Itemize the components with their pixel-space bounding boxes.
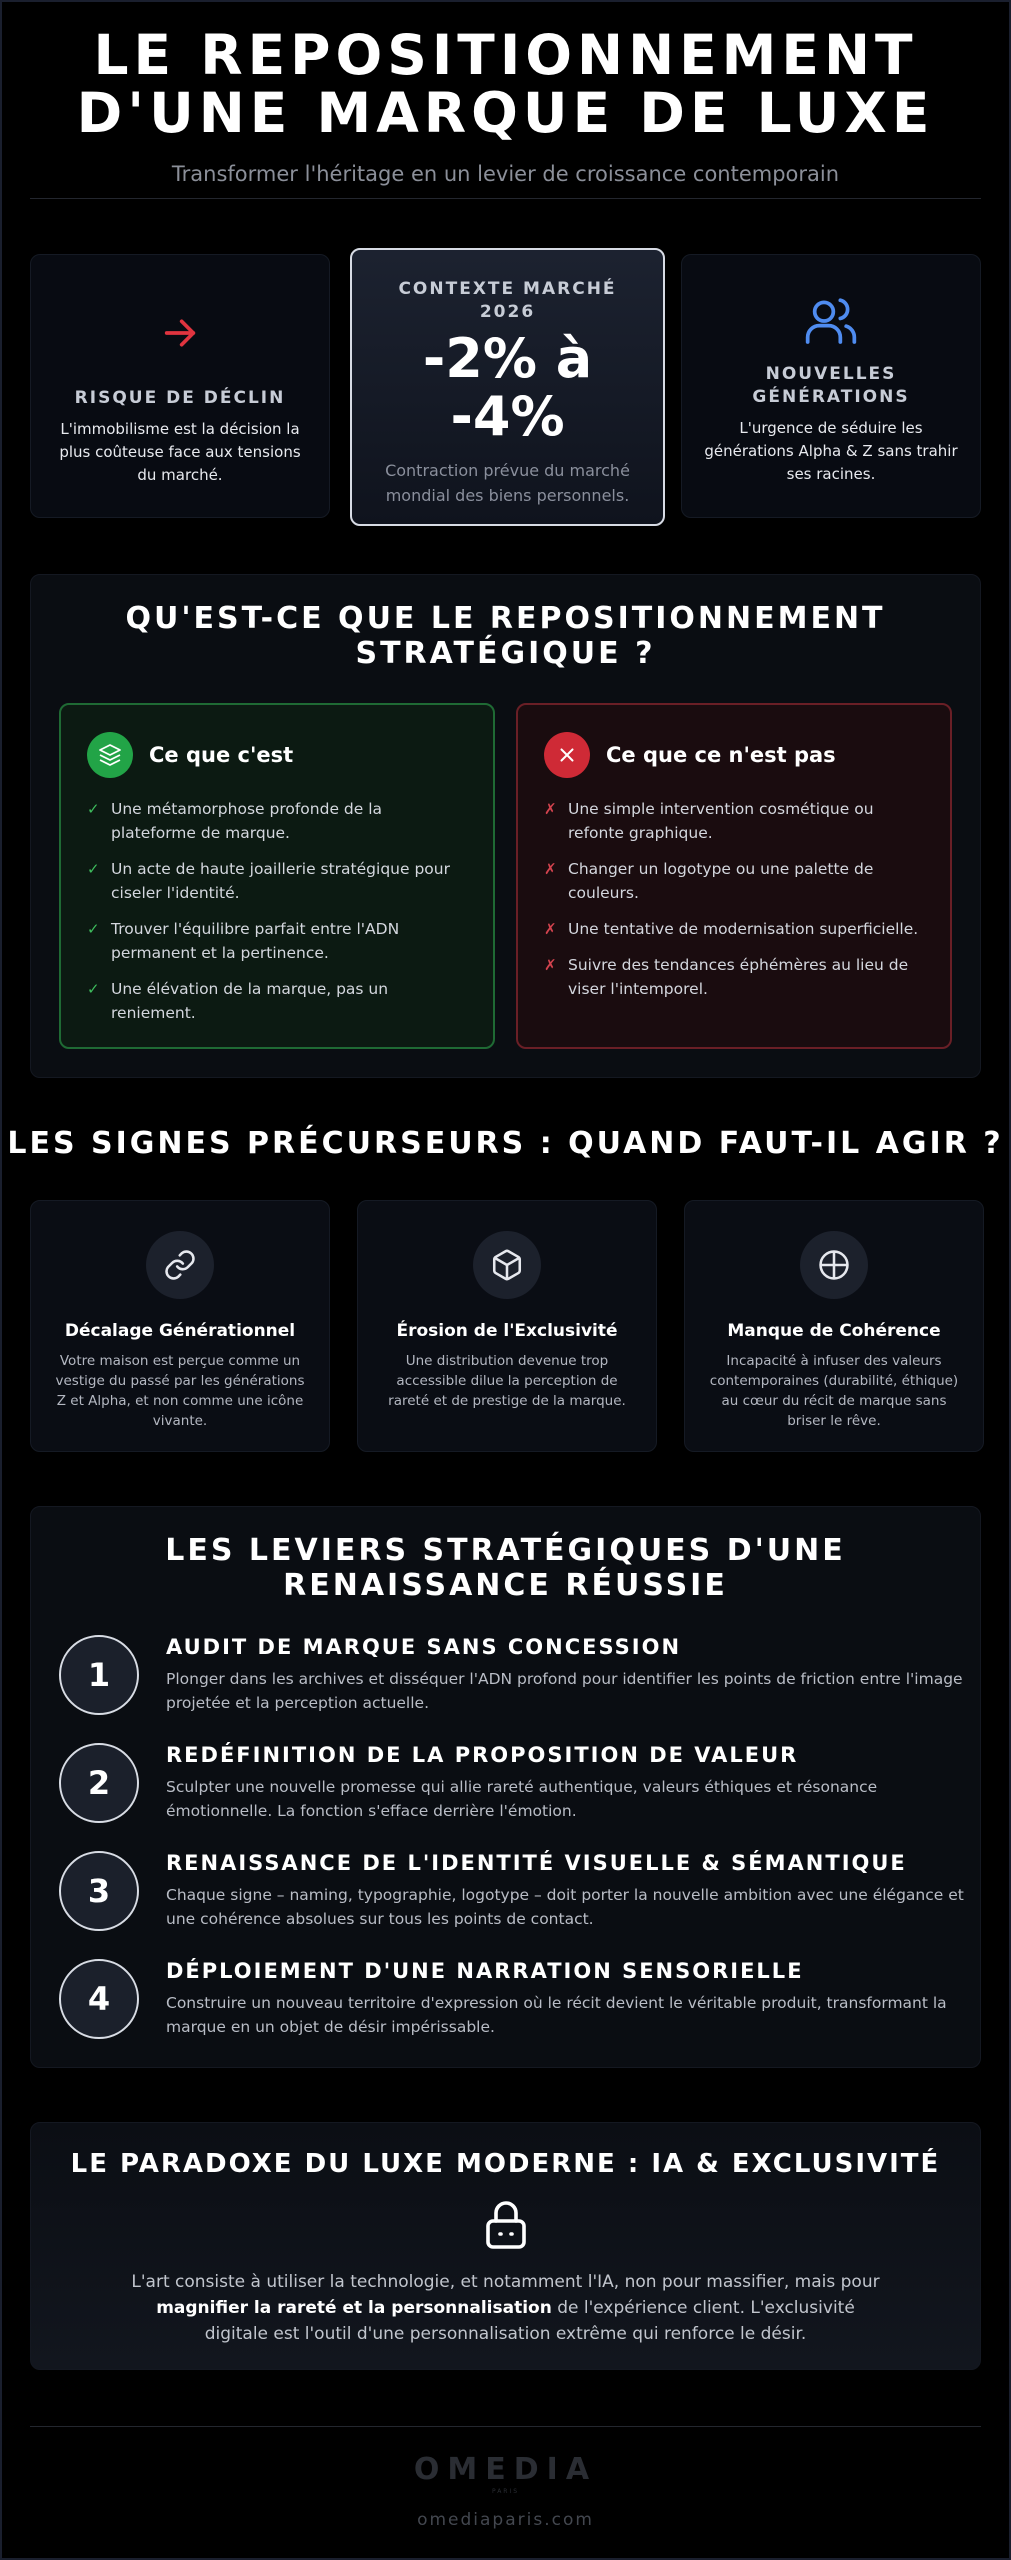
sign-text: Votre maison est perçue comme un vestige du passé par les générations Z et Alpha, et non comme une icône vivante. — [55, 1353, 305, 1429]
stat-card-market-context — [350, 248, 665, 526]
definition-section — [30, 574, 981, 1078]
list-item — [544, 857, 924, 905]
lever-title: RENAISSANCE DE L'IDENTITÉ VISUELLE & SÉMANTIQUE — [166, 1851, 907, 1875]
list-item-text: Suivre des tendances éphémères au lieu de viser l'intemporel. — [568, 956, 909, 998]
lever-item — [59, 1851, 964, 1941]
lever-text: Sculpter une nouvelle promesse qui allie rareté authentique, valeurs éthiques et résonance émotionnelle. La fonction s'efface derrière l'émotion. — [166, 1778, 878, 1820]
lever-title: DÉPLOIEMENT D'UNE NARRATION SENSORIELLE — [166, 1959, 804, 1983]
levers-title-line-1: LES LEVIERS STRATÉGIQUES D'UNE — [165, 1533, 846, 1568]
sign-text: Une distribution devenue trop accessible dilue la perception de rareté et de prestige de la marque. — [388, 1353, 626, 1409]
stat-value — [374, 327, 641, 448]
what-it-is-not-column — [516, 703, 952, 1049]
list-item-text: Une élévation de la marque, pas un reniement. — [111, 980, 389, 1022]
list-item — [544, 917, 924, 941]
layers-icon — [87, 732, 133, 778]
sign-title: Manque de Cohérence — [727, 1321, 941, 1341]
sign-text: Incapacité à infuser des valeurs contemporaines (durabilité, éthique) au cœur du récit de marque sans briser le rêve. — [709, 1353, 959, 1429]
lever-title: AUDIT DE MARQUE SANS CONCESSION — [166, 1635, 682, 1659]
stat-title: NOUVELLES GÉNÉRATIONS — [752, 364, 910, 407]
paradox-text — [131, 2269, 880, 2347]
lever-text: Construire un nouveau territoire d'expression où le récit devient le véritable produit, transformant la marque en un objet de désir impérissable. — [166, 1994, 947, 2036]
lever-number: 1 — [59, 1635, 139, 1715]
lock-icon — [31, 2199, 980, 2251]
list-item — [544, 797, 924, 845]
users-icon — [704, 293, 958, 349]
lever-title: REDÉFINITION DE LA PROPOSITION DE VALEUR — [166, 1743, 799, 1767]
list-item — [87, 797, 467, 845]
lever-number: 2 — [59, 1743, 139, 1823]
levers-title-line-2: RENAISSANCE RÉUSSIE — [283, 1568, 728, 1603]
cross-icon: ✗ — [544, 920, 557, 938]
levers-section — [30, 1506, 981, 2068]
page-title-line-2: D'UNE MARQUE DE LUXE — [76, 81, 935, 145]
list-item — [87, 857, 467, 905]
what-it-is-not-label: Ce que ce n'est pas — [606, 743, 836, 767]
sign-card-exclusivity-erosion — [357, 1200, 657, 1452]
definition-title — [31, 601, 980, 671]
page-title-line-1: LE REPOSITIONNEMENT — [93, 23, 918, 87]
lever-text: Chaque signe – naming, typographie, logotype – doit porter la nouvelle ambition avec une élégance et une cohérence absolues sur tous les points de contact. — [166, 1886, 964, 1928]
stat-value-line-2: -4% — [450, 385, 565, 448]
check-icon: ✓ — [87, 980, 100, 998]
sign-title: Érosion de l'Exclusivité — [396, 1321, 618, 1341]
paradox-section — [30, 2122, 981, 2370]
sign-card-generational-gap — [30, 1200, 330, 1452]
stat-text: L'immobilisme est la décision la plus coûteuse face aux tensions du marché. — [59, 420, 301, 484]
stat-title: CONTEXTE MARCHÉ 2026 — [398, 279, 617, 322]
check-icon: ✓ — [87, 800, 100, 818]
what-it-is-label: Ce que c'est — [149, 743, 294, 767]
sign-card-coherence-lack — [684, 1200, 984, 1452]
lever-text: Plonger dans les archives et disséquer l'ADN profond pour identifier les points de friction entre l'image projetée et la perception actuelle. — [166, 1670, 963, 1712]
lever-number: 3 — [59, 1851, 139, 1931]
list-item — [87, 977, 467, 1025]
sign-title: Décalage Générationnel — [64, 1321, 296, 1341]
brand-logo: OMEDIA — [413, 2452, 598, 2487]
hero-divider — [30, 198, 981, 199]
what-it-is-column — [59, 703, 495, 1049]
stat-value-line-1: -2% à — [422, 327, 593, 390]
lever-item — [59, 1743, 959, 1833]
signs-title: LES SIGNES PRÉCURSEURS : QUAND FAUT-IL AGIR ? — [7, 1126, 1004, 1161]
footer-url-link[interactable]: omediaparis.com — [417, 2510, 594, 2530]
cross-icon: ✗ — [544, 956, 557, 974]
paradox-text-bold: magnifier la rareté et la personnalisation — [156, 2298, 552, 2318]
definition-title-line-1: QU'EST-CE QUE LE REPOSITIONNEMENT — [125, 601, 886, 636]
what-it-is-not-list — [544, 797, 924, 1001]
what-it-is-list — [87, 797, 467, 1025]
box-icon — [473, 1231, 541, 1299]
stat-text: Contraction prévue du marché mondial des biens personnels. — [385, 461, 630, 505]
stat-text: L'urgence de séduire les générations Alpha & Z sans trahir ses racines. — [704, 419, 958, 483]
list-item-text: Trouver l'équilibre parfait entre l'ADN permanent et la pertinence. — [111, 920, 400, 962]
stat-cards-row — [30, 248, 981, 526]
lever-number: 4 — [59, 1959, 139, 2039]
hero-header — [2, 2, 1009, 186]
lever-item — [59, 1635, 963, 1725]
stat-card-decline-risk — [30, 254, 330, 518]
cross-icon: ✗ — [544, 860, 557, 878]
paradox-title: LE PARADOXE DU LUXE MODERNE : IA & EXCLUSIVITÉ — [70, 2149, 941, 2179]
brand-logo-subtitle: PARIS — [491, 2488, 520, 2495]
page-title — [2, 23, 1009, 145]
list-item-text: Changer un logotype ou une palette de couleurs. — [568, 860, 874, 902]
close-icon — [544, 732, 590, 778]
stat-card-new-generations — [681, 254, 981, 518]
what-it-is-not-header — [544, 731, 924, 779]
link-icon — [146, 1231, 214, 1299]
list-item-text: Une tentative de modernisation superficielle. — [568, 920, 919, 938]
paradox-text-after: de l'expérience client. L'exclusivité digitale est l'outil d'une personnalisation extrême qui renforce le désir. — [204, 2298, 855, 2344]
paradox-text-before: L'art consiste à utiliser la technologie, et notamment l'IA, non pour massifier, mais pour — [131, 2272, 880, 2292]
lever-item — [59, 1959, 959, 2049]
list-item — [544, 953, 924, 1001]
levers-title — [31, 1533, 980, 1603]
check-icon: ✓ — [87, 860, 100, 878]
list-item-text: Une métamorphose profonde de la plateforme de marque. — [111, 800, 383, 842]
definition-title-line-2: STRATÉGIQUE ? — [355, 636, 656, 671]
check-icon: ✓ — [87, 920, 100, 938]
list-item — [87, 917, 467, 965]
page-subtitle: Transformer l'héritage en un levier de croissance contemporain — [171, 162, 840, 186]
what-it-is-header — [87, 731, 467, 779]
stat-title: RISQUE DE DÉCLIN — [74, 388, 286, 408]
cross-icon: ✗ — [544, 800, 557, 818]
crosshair-icon — [800, 1231, 868, 1299]
arrow-right-icon — [53, 305, 307, 361]
list-item-text: Une simple intervention cosmétique ou refonte graphique. — [568, 800, 874, 842]
list-item-text: Un acte de haute joaillerie stratégique pour ciseler l'identité. — [111, 860, 450, 902]
footer-divider — [30, 2426, 981, 2427]
